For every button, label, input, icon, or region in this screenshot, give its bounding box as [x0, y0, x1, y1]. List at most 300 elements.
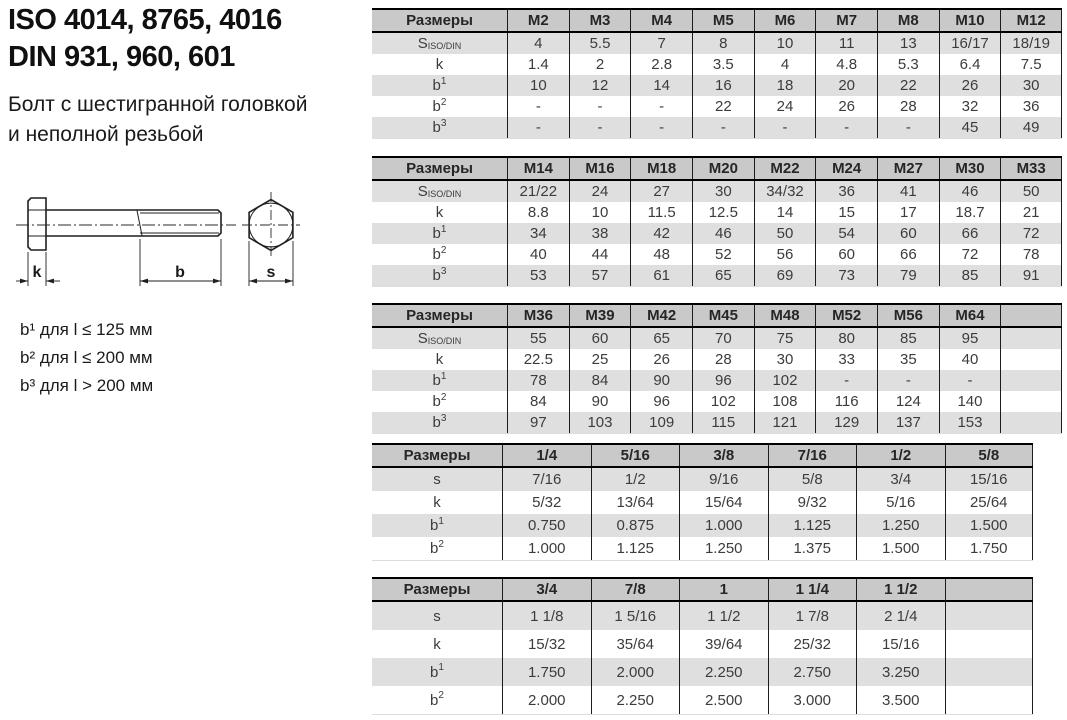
value-cell: 25/32	[768, 630, 857, 658]
table-row	[372, 412, 1062, 433]
value-cell: 70	[692, 328, 754, 349]
row-label: b $^3$	[432, 117, 447, 136]
value-cell: 69	[754, 265, 816, 286]
value-cell: 5.5	[569, 33, 631, 54]
subtitle-line-2: и неполной резьбой	[8, 123, 204, 146]
value-cell: 21/22	[507, 181, 569, 202]
column-header: 1/4	[502, 445, 591, 466]
value-cell: 54	[815, 223, 877, 244]
value-cell: 16/17	[939, 33, 1001, 54]
value-cell: 6.4	[939, 54, 1001, 75]
value-cell: 61	[630, 265, 692, 286]
value-cell: 26	[815, 96, 877, 117]
value-cell: 52	[692, 244, 754, 265]
column-header: M39	[569, 305, 631, 326]
value-cell: 1.000	[679, 514, 768, 537]
row-label: b $^1$	[430, 662, 444, 681]
value-cell: 95	[939, 328, 1001, 349]
value-cell: 10	[754, 33, 816, 54]
value-cell: 1.4	[507, 54, 569, 75]
dimension-table-metric-m2-m12	[372, 8, 1062, 139]
value-cell: 1.000	[502, 537, 591, 560]
size-column-header: Размеры	[406, 160, 473, 177]
value-cell: 13	[877, 33, 939, 54]
value-cell: 12	[569, 75, 631, 96]
column-header: M14	[507, 158, 569, 179]
column-header: M16	[569, 158, 631, 179]
value-cell: 4	[507, 33, 569, 54]
value-cell: 103	[569, 412, 631, 433]
value-cell: 17	[877, 202, 939, 223]
title-din-standards: DIN 931, 960, 601	[8, 41, 235, 73]
value-cell: 26	[630, 349, 692, 370]
value-cell: 1 1/8	[502, 602, 591, 630]
column-header: M33	[1000, 158, 1062, 179]
value-cell: 7	[630, 33, 692, 54]
value-cell: 44	[569, 244, 631, 265]
value-cell: -	[630, 117, 692, 138]
dimension-k	[16, 252, 60, 286]
row-label: k	[433, 494, 441, 511]
footnote-b3: b³ для l > 200 мм	[20, 376, 154, 395]
value-cell: 124	[877, 391, 939, 412]
value-cell: 108	[754, 391, 816, 412]
value-cell: 5/8	[768, 468, 857, 491]
value-cell: 116	[815, 391, 877, 412]
row-label: b $^2$	[432, 96, 447, 115]
value-cell	[945, 658, 1034, 686]
value-cell: -	[877, 117, 939, 138]
value-cell: 72	[1000, 223, 1062, 244]
value-cell: 30	[692, 181, 754, 202]
table-row	[372, 96, 1062, 117]
column-header: M18	[630, 158, 692, 179]
value-cell: 78	[1000, 244, 1062, 265]
bolt-end-view	[242, 192, 300, 258]
value-cell: 50	[754, 223, 816, 244]
value-cell: 55	[507, 328, 569, 349]
column-header: 1/2	[856, 445, 945, 466]
value-cell: 22	[877, 75, 939, 96]
value-cell: 140	[939, 391, 1001, 412]
value-cell: 66	[877, 244, 939, 265]
page-subtitle	[8, 90, 368, 150]
value-cell: 2	[569, 54, 631, 75]
column-header: M7	[815, 10, 877, 31]
table-header-row	[372, 158, 1062, 181]
dimension-table-inch-large	[372, 577, 1033, 715]
column-header: M42	[630, 305, 692, 326]
table-row	[372, 75, 1062, 96]
row-label: S $_{ISO/DIN}$	[417, 35, 462, 52]
value-cell: 22.5	[507, 349, 569, 370]
size-column-header: Размеры	[406, 307, 473, 324]
value-cell: 65	[630, 328, 692, 349]
value-cell: 1.250	[856, 514, 945, 537]
value-cell: 57	[569, 265, 631, 286]
value-cell: 85	[939, 265, 1001, 286]
value-cell: 22	[692, 96, 754, 117]
value-cell: 49	[1000, 117, 1062, 138]
value-cell: 14	[630, 75, 692, 96]
table-header-row	[372, 305, 1062, 328]
table-header-row	[372, 579, 1033, 602]
dimension-table-metric-m14-m33	[372, 156, 1062, 287]
table-row	[372, 328, 1062, 349]
column-header: M48	[754, 305, 816, 326]
value-cell: -	[569, 96, 631, 117]
value-cell: 4.8	[815, 54, 877, 75]
value-cell: 18	[754, 75, 816, 96]
value-cell: 20	[815, 75, 877, 96]
value-cell: 85	[877, 328, 939, 349]
value-cell: 2.250	[679, 658, 768, 686]
size-column-header: Размеры	[403, 581, 471, 598]
column-header: M4	[630, 10, 692, 31]
column-header: 1	[679, 579, 768, 600]
value-cell: 2.8	[630, 54, 692, 75]
page-title	[8, 2, 368, 76]
title-iso-standards: ISO 4014, 8765, 4016	[8, 4, 282, 36]
table-header-row	[372, 10, 1062, 33]
column-header: M20	[692, 158, 754, 179]
row-label: b $^2$	[432, 244, 447, 263]
value-cell: 34/32	[754, 181, 816, 202]
value-cell: 46	[939, 181, 1001, 202]
column-header: 3/8	[679, 445, 768, 466]
row-label: b $^2$	[430, 538, 444, 557]
column-header: 1 1/4	[768, 579, 857, 600]
column-header: M12	[1000, 10, 1062, 31]
value-cell: 90	[630, 370, 692, 391]
value-cell: 7/16	[502, 468, 591, 491]
table-row	[372, 202, 1062, 223]
value-cell	[945, 630, 1034, 658]
value-cell: 25	[569, 349, 631, 370]
value-cell: 2.500	[679, 686, 768, 714]
value-cell: 78	[507, 370, 569, 391]
column-header: 1 1/2	[856, 579, 945, 600]
value-cell: 1.750	[945, 537, 1034, 560]
value-cell: -	[630, 96, 692, 117]
table-row	[372, 349, 1062, 370]
column-header: M24	[815, 158, 877, 179]
value-cell: -	[569, 117, 631, 138]
value-cell: 32	[939, 96, 1001, 117]
column-header: 7/8	[591, 579, 680, 600]
value-cell: 28	[877, 96, 939, 117]
value-cell: 5.3	[877, 54, 939, 75]
row-label: k	[433, 635, 441, 653]
value-cell: 102	[754, 370, 816, 391]
value-cell: 96	[692, 370, 754, 391]
value-cell: 1.125	[768, 514, 857, 537]
table-row	[372, 630, 1033, 658]
size-column-header: Размеры	[403, 447, 471, 464]
value-cell: 109	[630, 412, 692, 433]
value-cell: 40	[939, 349, 1001, 370]
column-header: M64	[939, 305, 1001, 326]
value-cell: 15/16	[856, 630, 945, 658]
value-cell: 7.5	[1000, 54, 1062, 75]
value-cell: 10	[569, 202, 631, 223]
value-cell: 115	[692, 412, 754, 433]
value-cell: 137	[877, 412, 939, 433]
column-header: M8	[877, 10, 939, 31]
value-cell: 96	[630, 391, 692, 412]
value-cell	[1000, 412, 1062, 433]
value-cell: 1.375	[768, 537, 857, 560]
dimension-table-inch-small	[372, 443, 1033, 561]
value-cell: 41	[877, 181, 939, 202]
bolt-technical-drawing	[14, 186, 354, 326]
row-label: b $^1$	[430, 515, 444, 534]
value-cell: 46	[692, 223, 754, 244]
value-cell: 60	[569, 328, 631, 349]
table-row	[372, 244, 1062, 265]
row-label: b $^3$	[432, 412, 447, 431]
value-cell: 15/64	[679, 491, 768, 514]
value-cell: 153	[939, 412, 1001, 433]
value-cell: 0.750	[502, 514, 591, 537]
column-header: M52	[815, 305, 877, 326]
value-cell: -	[939, 370, 1001, 391]
value-cell: 1.500	[945, 514, 1034, 537]
value-cell: -	[815, 370, 877, 391]
value-cell: 75	[754, 328, 816, 349]
value-cell: 30	[1000, 75, 1062, 96]
value-cell: 65	[692, 265, 754, 286]
value-cell: 129	[815, 412, 877, 433]
value-cell: 3.000	[768, 686, 857, 714]
column-header	[945, 579, 1034, 600]
footnote-b1: b¹ для l ≤ 125 мм	[20, 320, 153, 339]
value-cell: -	[692, 117, 754, 138]
value-cell: 60	[815, 244, 877, 265]
table-row	[372, 117, 1062, 138]
column-header: 7/16	[768, 445, 857, 466]
value-cell: 73	[815, 265, 877, 286]
value-cell: 39/64	[679, 630, 768, 658]
dim-label-b: b	[175, 264, 185, 281]
value-cell: 97	[507, 412, 569, 433]
table-row	[372, 537, 1033, 560]
table-row	[372, 391, 1062, 412]
column-header: 5/16	[591, 445, 680, 466]
value-cell: 53	[507, 265, 569, 286]
value-cell: 12.5	[692, 202, 754, 223]
table-row	[372, 686, 1033, 714]
value-cell	[1000, 349, 1062, 370]
value-cell	[1000, 391, 1062, 412]
value-cell	[1000, 328, 1062, 349]
value-cell: 9/32	[768, 491, 857, 514]
value-cell: 1/2	[591, 468, 680, 491]
value-cell: 1.250	[679, 537, 768, 560]
value-cell: 1.500	[856, 537, 945, 560]
value-cell: 24	[754, 96, 816, 117]
value-cell: 21	[1000, 202, 1062, 223]
value-cell: 102	[692, 391, 754, 412]
value-cell: 2.000	[591, 658, 680, 686]
value-cell: 26	[939, 75, 1001, 96]
value-cell: 18.7	[939, 202, 1001, 223]
row-label: k	[435, 56, 444, 73]
subtitle-line-1: Болт с шестигранной головкой	[8, 93, 308, 116]
value-cell: 14	[754, 202, 816, 223]
row-label: b $^1$	[432, 223, 447, 242]
value-cell: 2.000	[502, 686, 591, 714]
value-cell: 9/16	[679, 468, 768, 491]
value-cell: 60	[877, 223, 939, 244]
value-cell: 11.5	[630, 202, 692, 223]
value-cell: 34	[507, 223, 569, 244]
column-header: M30	[939, 158, 1001, 179]
value-cell: 15	[815, 202, 877, 223]
column-header: M2	[507, 10, 569, 31]
value-cell: 15/16	[945, 468, 1034, 491]
value-cell: 121	[754, 412, 816, 433]
row-label: k	[435, 351, 444, 368]
value-cell: 27	[630, 181, 692, 202]
value-cell: 3.500	[856, 686, 945, 714]
column-header: M45	[692, 305, 754, 326]
column-header: M56	[877, 305, 939, 326]
column-header: M5	[692, 10, 754, 31]
value-cell: 72	[939, 244, 1001, 265]
table-row	[372, 370, 1062, 391]
row-label: k	[435, 204, 444, 221]
dimension-table-metric-m36-m64	[372, 303, 1062, 434]
row-label: s	[433, 471, 441, 488]
value-cell: 11	[815, 33, 877, 54]
value-cell: 1 7/8	[768, 602, 857, 630]
value-cell: -	[507, 117, 569, 138]
thread-length-footnotes	[20, 316, 153, 400]
value-cell	[945, 602, 1034, 630]
column-header: 3/4	[502, 579, 591, 600]
table-row	[372, 223, 1062, 244]
value-cell: 45	[939, 117, 1001, 138]
value-cell: 30	[754, 349, 816, 370]
row-label: s	[433, 607, 441, 625]
table-row	[372, 54, 1062, 75]
table-row	[372, 181, 1062, 202]
dim-label-k: k	[32, 264, 42, 281]
value-cell: 1 1/2	[679, 602, 768, 630]
row-label: b $^2$	[430, 690, 444, 709]
value-cell: 40	[507, 244, 569, 265]
dimension-b	[140, 239, 221, 286]
value-cell	[945, 686, 1034, 714]
value-cell: 91	[1000, 265, 1062, 286]
value-cell: 3.5	[692, 54, 754, 75]
value-cell: 56	[754, 244, 816, 265]
footnote-b2: b² для l ≤ 200 мм	[20, 348, 153, 367]
value-cell: 79	[877, 265, 939, 286]
value-cell: -	[507, 96, 569, 117]
table-row	[372, 658, 1033, 686]
value-cell: 2 1/4	[856, 602, 945, 630]
value-cell: 2.750	[768, 658, 857, 686]
dim-label-s: s	[266, 264, 276, 281]
column-header: M36	[507, 305, 569, 326]
value-cell: 3.250	[856, 658, 945, 686]
table-row	[372, 491, 1033, 514]
value-cell: 48	[630, 244, 692, 265]
table-row	[372, 602, 1033, 630]
value-cell: 84	[569, 370, 631, 391]
row-label: b $^1$	[432, 75, 447, 94]
value-cell: 84	[507, 391, 569, 412]
table-row	[372, 468, 1033, 491]
table-row	[372, 514, 1033, 537]
value-cell: 1.125	[591, 537, 680, 560]
value-cell: 50	[1000, 181, 1062, 202]
table-header-row	[372, 445, 1033, 468]
value-cell: -	[877, 370, 939, 391]
column-header: M10	[939, 10, 1001, 31]
column-header: M6	[754, 10, 816, 31]
value-cell: 66	[939, 223, 1001, 244]
value-cell: 36	[815, 181, 877, 202]
value-cell	[1000, 370, 1062, 391]
value-cell: 8.8	[507, 202, 569, 223]
value-cell: 2.250	[591, 686, 680, 714]
value-cell: 36	[1000, 96, 1062, 117]
value-cell: 35	[877, 349, 939, 370]
value-cell: 5/16	[856, 491, 945, 514]
value-cell: 1 5/16	[591, 602, 680, 630]
value-cell: 1.750	[502, 658, 591, 686]
row-label: b $^3$	[432, 265, 447, 284]
value-cell: 8	[692, 33, 754, 54]
value-cell: 4	[754, 54, 816, 75]
value-cell: 0.875	[591, 514, 680, 537]
value-cell: 24	[569, 181, 631, 202]
column-header: 5/8	[945, 445, 1034, 466]
table-row	[372, 265, 1062, 286]
value-cell: 13/64	[591, 491, 680, 514]
bolt-side-view	[16, 198, 236, 250]
value-cell: -	[754, 117, 816, 138]
value-cell: 18/19	[1000, 33, 1062, 54]
row-label: b $^1$	[432, 370, 447, 389]
value-cell: 25/64	[945, 491, 1034, 514]
value-cell: 90	[569, 391, 631, 412]
value-cell: 42	[630, 223, 692, 244]
row-label: S $_{ISO/DIN}$	[417, 183, 462, 200]
value-cell: 15/32	[502, 630, 591, 658]
column-header: M3	[569, 10, 631, 31]
value-cell: 3/4	[856, 468, 945, 491]
row-label: S $_{ISO/DIN}$	[417, 330, 462, 347]
value-cell: 38	[569, 223, 631, 244]
value-cell: 28	[692, 349, 754, 370]
value-cell: 33	[815, 349, 877, 370]
value-cell: 5/32	[502, 491, 591, 514]
size-column-header: Размеры	[406, 12, 473, 29]
value-cell: 35/64	[591, 630, 680, 658]
row-label: b $^2$	[432, 391, 447, 410]
value-cell: 16	[692, 75, 754, 96]
column-header	[1000, 305, 1062, 326]
column-header: M22	[754, 158, 816, 179]
value-cell: -	[815, 117, 877, 138]
column-header: M27	[877, 158, 939, 179]
table-row	[372, 33, 1062, 54]
value-cell: 10	[507, 75, 569, 96]
